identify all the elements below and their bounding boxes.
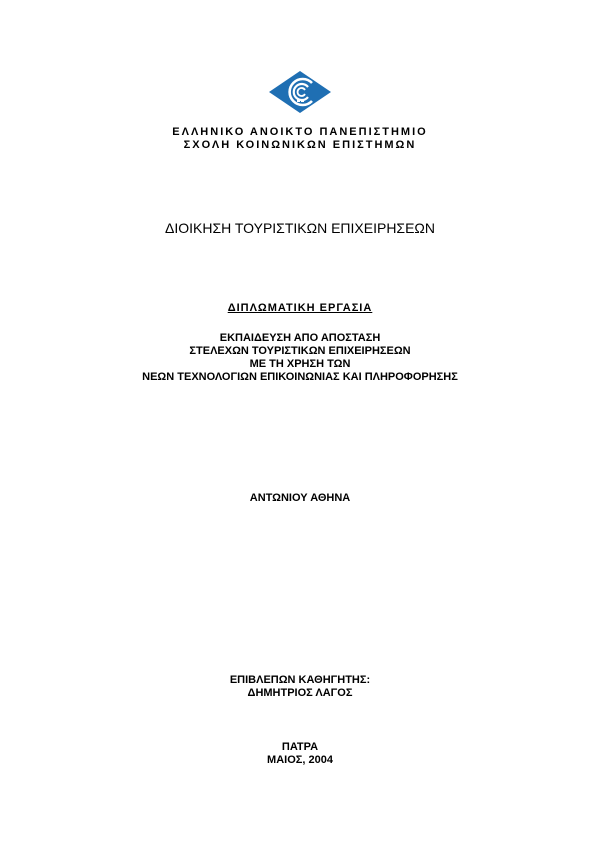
school-name: ΣΧΟΛΗ ΚΟΙΝΩΝΙΚΩΝ ΕΠΙΣΤΗΜΩΝ	[183, 139, 417, 151]
thesis-title-line: ΝΕΩΝ ΤΕΧΝΟΛΟΓΙΩΝ ΕΠΙΚΟΙΝΩΝΙΑΣ ΚΑΙ ΠΛΗΡΟΦΟΡΗΣΗΣ	[142, 371, 458, 383]
thesis-title-line: ΣΤΕΛΕΧΩΝ ΤΟΥΡΙΣΤΙΚΩΝ ΕΠΙΧΕΙΡΗΣΕΩΝ	[189, 345, 411, 357]
thesis-label: ΔΙΠΛΩΜΑΤΙΚΗ ΕΡΓΑΣΙΑ	[227, 302, 373, 314]
program-name: ΔΙΟΙΚΗΣΗ ΤΟΥΡΙΣΤΙΚΩΝ ΕΠΙΧΕΙΡΗΣΕΩΝ	[165, 220, 435, 236]
university-logo-icon	[268, 70, 332, 114]
date: ΜΑΙΟΣ, 2004	[267, 754, 333, 766]
author-name: ΑΝΤΩΝΙΟΥ ΑΘΗΝΑ	[249, 492, 351, 504]
supervisor-name: ΔΗΜΗΤΡΙΟΣ ΛΑΓΟΣ	[247, 687, 353, 699]
thesis-title-line: ΜΕ ΤΗ ΧΡΗΣΗ ΤΩΝ	[249, 358, 351, 370]
thesis-title-line: ΕΚΠΑΙΔΕΥΣΗ ΑΠΟ ΑΠΟΣΤΑΣΗ	[219, 332, 381, 344]
supervisor-label: ΕΠΙΒΛΕΠΩΝ ΚΑΘΗΓΗΤΗΣ:	[229, 674, 371, 686]
university-name: ΕΛΛΗΝΙΚΟ ΑΝΟΙΚΤΟ ΠΑΝΕΠΙΣΤΗΜΙΟ	[172, 126, 428, 138]
city: ΠΑΤΡΑ	[281, 741, 319, 753]
